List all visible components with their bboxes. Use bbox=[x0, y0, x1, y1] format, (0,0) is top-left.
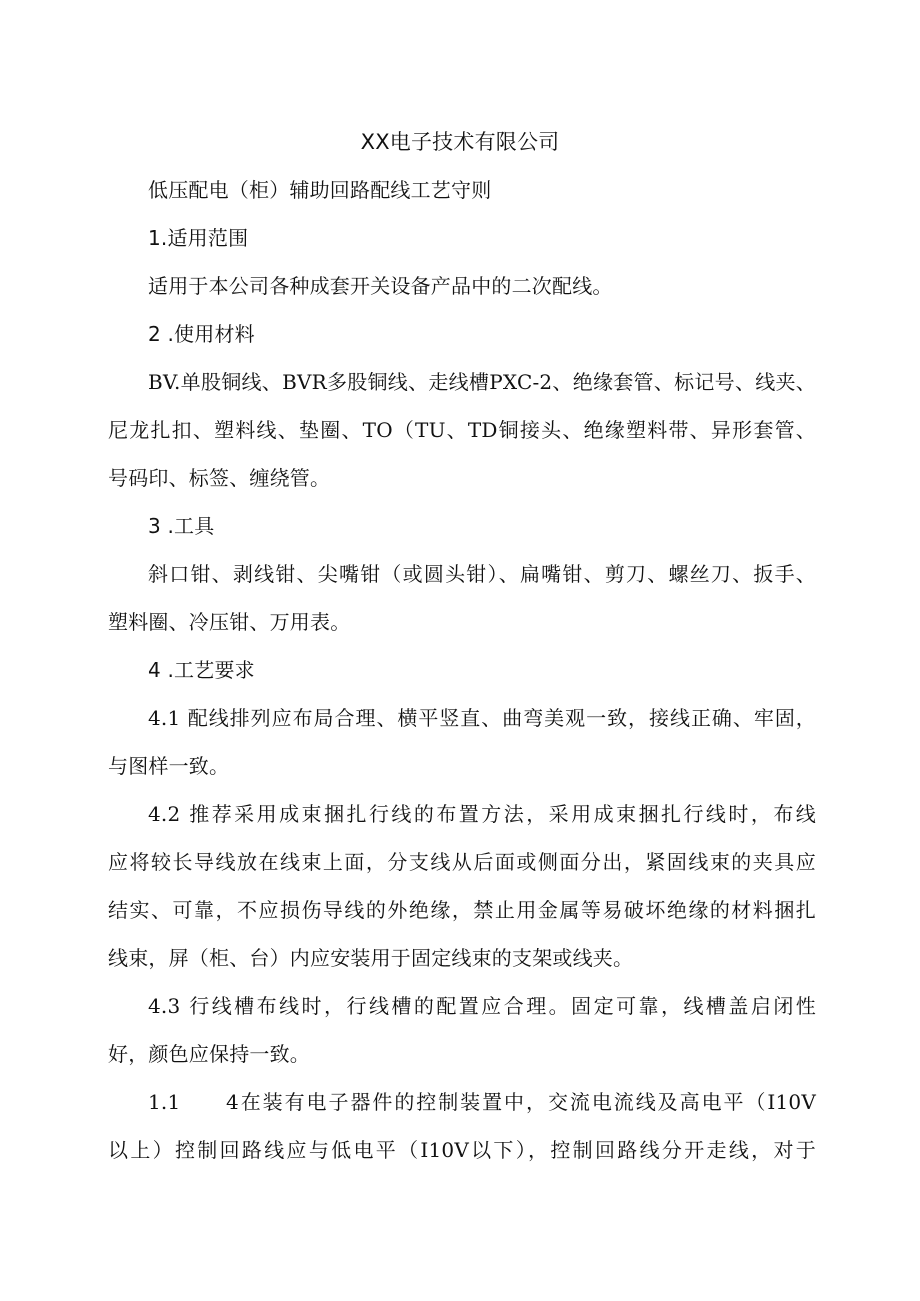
section-2-line: 号码印、标签、缠绕管。 bbox=[108, 466, 331, 490]
clause-4-2-line: 应将较长导线放在线束上面，分支线从后面或侧面分出，紧固线束的夹具应 bbox=[108, 850, 816, 874]
clause-4-2-line: 线束，屏（柜、台）内应安装用于固定线束的支架或线夹。 bbox=[108, 946, 634, 970]
clause-4-3-line: 好，颜色应保持一致。 bbox=[108, 1042, 310, 1066]
clause-4-4-line: 1.1 4在装有电子器件的控制装置中，交流电流线及高电平（I10V bbox=[148, 1090, 816, 1114]
section-2-heading: 2 .使用材料 bbox=[148, 322, 255, 346]
section-4-heading: 4 .工艺要求 bbox=[148, 658, 255, 682]
section-3-line: 斜口钳、剥线钳、尖嘴钳（或圆头钳）、扁嘴钳、剪刀、螺丝刀、扳手、 bbox=[148, 562, 816, 586]
section-3-heading: 3 .工具 bbox=[148, 514, 215, 538]
clause-4-3-line: 4.3 行线槽布线时，行线槽的配置应合理。固定可靠，线槽盖启闭性 bbox=[148, 994, 816, 1018]
clause-4-2-line: 结实、可靠，不应损伤导线的外绝缘，禁止用金属等易破坏绝缘的材料捆扎 bbox=[108, 898, 816, 922]
clause-4-4-line: 以上）控制回路线应与低电平（I10V以下），控制回路线分开走线，对于 bbox=[108, 1138, 816, 1162]
section-1-text: 适用于本公司各种成套开关设备产品中的二次配线。 bbox=[148, 274, 613, 298]
section-1-heading: 1.适用范围 bbox=[148, 226, 249, 250]
section-2-line: 尼龙扎扣、塑料线、垫圈、TO（TU、TD铜接头、绝缘塑料带、异形套管、 bbox=[108, 418, 816, 442]
section-3-line: 塑料圈、冷压钳、万用表。 bbox=[108, 610, 351, 634]
document-title: 低压配电（柜）辅助回路配线工艺守则 bbox=[148, 178, 492, 202]
section-2-line: BV.单股铜线、BVR多股铜线、走线槽PXC-2、绝缘套管、标记号、线夹、 bbox=[148, 370, 816, 394]
clause-4-1-line: 4.1 配线排列应布局合理、横平竖直、曲弯美观一致，接线正确、牢固， bbox=[148, 706, 816, 730]
clause-4-1-line: 与图样一致。 bbox=[108, 754, 230, 778]
clause-4-2-line: 4.2 推荐采用成束捆扎行线的布置方法，采用成束捆扎行线时，布线 bbox=[148, 802, 816, 826]
company-title: XX电子技术有限公司 bbox=[360, 130, 560, 154]
